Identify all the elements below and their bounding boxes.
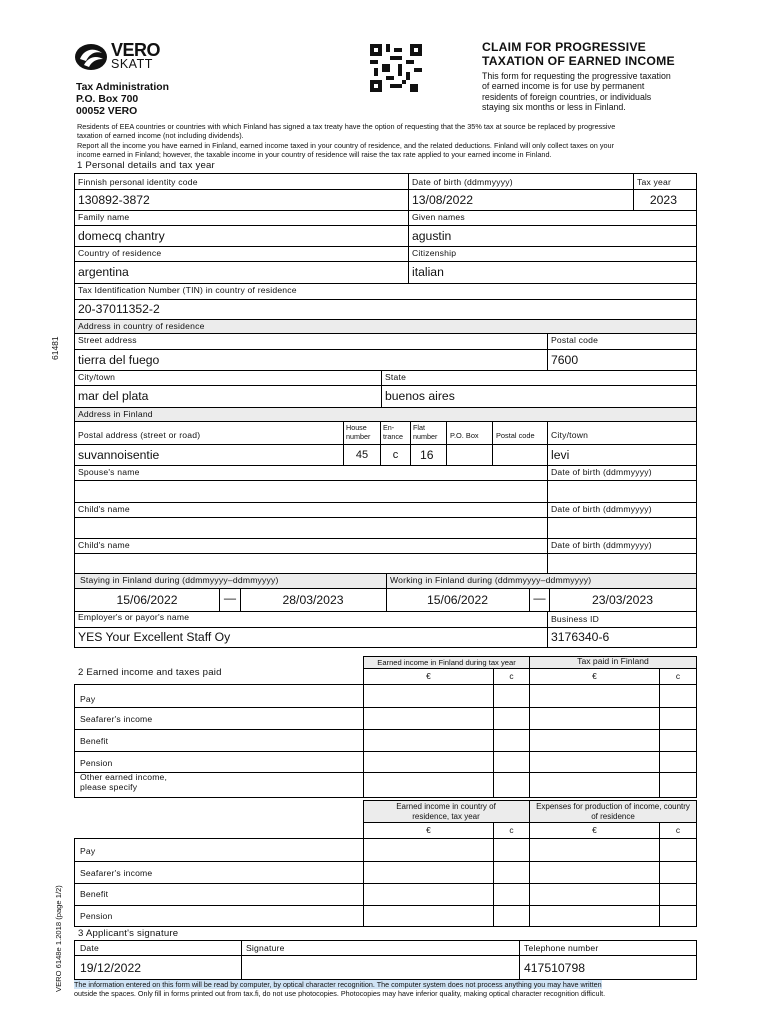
- label-child1: Child's name: [78, 504, 130, 514]
- label-postal-addr: Postal address (street or road): [78, 430, 201, 440]
- child2-name-field[interactable]: [76, 555, 545, 572]
- phone-field[interactable]: 417510798: [524, 961, 586, 975]
- label-business-id: Business ID: [551, 614, 600, 624]
- row-other: [80, 772, 167, 792]
- label-country: Country of residence: [78, 248, 162, 258]
- col-res-expenses: Expenses for production of income, country of residence: [536, 802, 690, 821]
- euro-sign: €: [426, 825, 431, 835]
- row-other-line: please specify: [80, 782, 138, 792]
- qr-code-icon: [370, 44, 422, 97]
- cent-sign: c: [675, 825, 681, 835]
- dob-field[interactable]: 13/08/2022: [412, 193, 473, 207]
- intro-line: of earned income is for use by permanent: [482, 81, 645, 92]
- agency-line: Tax Administration: [76, 82, 169, 93]
- section1-title: 1 Personal details and tax year: [77, 160, 215, 171]
- euro-sign: €: [426, 671, 431, 681]
- tax-year-field[interactable]: 2023: [649, 193, 677, 207]
- label-postal-code-fin: Postal code: [496, 431, 535, 440]
- intro-line: staying six months or less in Finland.: [482, 102, 626, 113]
- label-flat: Flat number: [413, 423, 438, 441]
- notice-line: Report all the income you have earned in Finland, earned income taxed in your country of residence, and the related deductions. Finland will only collect taxes on your: [77, 140, 615, 150]
- label-postal: Postal code: [551, 335, 599, 345]
- work-from-field[interactable]: 15/06/2022: [427, 593, 488, 607]
- business-id-field[interactable]: 3176340-6: [551, 630, 610, 644]
- label-state: State: [385, 372, 407, 382]
- label-family-name: Family name: [78, 212, 130, 222]
- flat-field[interactable]: 16: [420, 448, 434, 462]
- logo-skatt-text: SKATT: [111, 57, 153, 71]
- employer-field[interactable]: YES Your Excellent Staff Oy: [78, 630, 231, 644]
- label-child2: Child's name: [78, 540, 130, 550]
- postal-field[interactable]: 7600: [551, 353, 579, 367]
- row-pay-res: Pay: [80, 846, 96, 856]
- footer-text: [74, 980, 605, 998]
- agency-address: [76, 82, 169, 118]
- col-fin-tax: Tax paid in Finland: [577, 656, 649, 666]
- pobox-field[interactable]: [450, 447, 490, 463]
- label-pobox: P.O. Box: [450, 431, 479, 440]
- child1-dob-field[interactable]: [549, 519, 695, 537]
- label-street: Street address: [78, 335, 137, 345]
- vero-logo: [74, 42, 170, 72]
- col-fin-income: Earned income in Finland during tax year: [377, 658, 516, 667]
- spouse-name-field[interactable]: [76, 482, 545, 501]
- signature-field[interactable]: [243, 957, 518, 979]
- label-house: House number: [346, 423, 371, 441]
- logo-vero-text: VERO: [111, 40, 161, 60]
- work-to-field[interactable]: 23/03/2023: [592, 593, 653, 607]
- label-employer: Employer's or payor's name: [78, 612, 190, 622]
- row-benefit: Benefit: [80, 736, 109, 746]
- label-addr-fin: Address in Finland: [78, 409, 153, 419]
- stay-to-field[interactable]: 28/03/2023: [282, 593, 344, 607]
- state-field[interactable]: buenos aires: [385, 389, 455, 403]
- label-spouse-dob: Date of birth (ddmmyyyy): [551, 467, 652, 477]
- label-tin: Tax Identification Number (TIN) in country of residence: [78, 285, 297, 295]
- title-line: TAXATION OF EARNED INCOME: [482, 53, 675, 68]
- country-field[interactable]: argentina: [78, 265, 129, 279]
- pid-field[interactable]: 130892-3872: [78, 193, 150, 207]
- child1-name-field[interactable]: [76, 519, 545, 537]
- label-city: City/town: [78, 372, 116, 382]
- notice-line: Residents of EEA countries or countries with which Finland has signed a tax treaty have the option of requesting that the 35% tax at source be replaced by progressive: [77, 122, 616, 131]
- intro-text: [482, 71, 671, 113]
- footer-line: outside the spaces. Only fill in forms printed out from tax.fi, do not use photocopies. Photocopies may have inferior quality, making optical character recognition difficult.: [74, 989, 606, 999]
- date-field[interactable]: 19/12/2022: [80, 961, 141, 975]
- city-fin-field[interactable]: levi: [551, 448, 570, 462]
- label-child2-dob: Date of birth (ddmmyyyy): [551, 540, 652, 550]
- tin-field[interactable]: 20-37011352-2: [78, 302, 160, 316]
- row-pension-res: Pension: [80, 911, 113, 921]
- label-signature: Signature: [246, 943, 285, 953]
- euro-sign: €: [592, 825, 597, 835]
- label-phone: Telephone number: [524, 943, 599, 953]
- notice-line: income earned in Finland; however, the taxable income in your country of residence will raise the tax rate applied to your earned income in Finland.: [77, 150, 552, 160]
- vero-emblem-icon: [74, 43, 108, 71]
- agency-line: 00052 VERO: [76, 106, 138, 117]
- form-code-vertical: 61481: [50, 336, 60, 360]
- label-tax-year: Tax year: [637, 177, 672, 187]
- label-dob: Date of birth (ddmmyyyy): [412, 177, 513, 187]
- intro-line: residents of foreign countries, or individuals: [482, 91, 652, 102]
- row-pension: Pension: [80, 758, 113, 768]
- given-names-field[interactable]: agustin: [412, 229, 452, 243]
- row-seafarer: Seafarer's income: [80, 714, 153, 724]
- section2-title: 2 Earned income and taxes paid: [78, 667, 222, 678]
- row-pay: Pay: [80, 694, 96, 704]
- postal-code-fin-field[interactable]: [496, 447, 544, 463]
- intro-line: This form for requesting the progressive taxation: [482, 71, 671, 81]
- row-seafarer-res: Seafarer's income: [80, 868, 153, 878]
- label-date: Date: [80, 943, 99, 953]
- form-title: [482, 41, 675, 68]
- family-name-field[interactable]: domecq chantry: [78, 229, 165, 243]
- label-work: Working in Finland during (ddmmyyyy–ddmmyyyy): [390, 575, 592, 585]
- postal-addr-field[interactable]: suvannoisentie: [78, 448, 160, 462]
- spouse-dob-field[interactable]: [549, 482, 695, 501]
- child2-dob-field[interactable]: [549, 555, 695, 572]
- row-other-line: Other earned income,: [80, 772, 168, 782]
- label-entrance: En-trance: [383, 423, 403, 441]
- city-field[interactable]: mar del plata: [78, 389, 149, 403]
- title-line: CLAIM FOR PROGRESSIVE: [482, 40, 647, 54]
- footer-code-vertical: VERO 6148e 1.2018 (page 1/2): [54, 885, 63, 992]
- euro-sign: €: [592, 671, 597, 681]
- cent-sign: c: [675, 671, 681, 681]
- label-pid: Finnish personal identity code: [78, 177, 198, 187]
- row-benefit-res: Benefit: [80, 889, 109, 899]
- label-child1-dob: Date of birth (ddmmyyyy): [551, 504, 652, 514]
- stay-from-field[interactable]: 15/06/2022: [116, 593, 178, 607]
- house-field[interactable]: 45: [355, 449, 369, 461]
- label-given-names: Given names: [412, 212, 465, 222]
- cent-sign: c: [509, 825, 514, 835]
- cent-sign: c: [509, 671, 514, 681]
- addr-fin-header: [75, 407, 696, 421]
- label-city-fin: City/town: [551, 430, 589, 440]
- street-field[interactable]: tierra del fuego: [78, 353, 160, 367]
- col-res-income: Earned income in country of residence, tax year: [396, 802, 496, 821]
- label-citizenship: Citizenship: [412, 248, 457, 258]
- label-spouse: Spouse's name: [78, 467, 140, 477]
- footer-line: The information entered on this form will be read by computer, by optical character recognition. The computer system does not process anything you may have written: [74, 980, 602, 989]
- notice-text: [77, 122, 697, 160]
- label-stay: Staying in Finland during (ddmmyyyy–ddmmyyyy): [80, 575, 279, 585]
- label-addr-res: Address in country of residence: [78, 321, 205, 331]
- section3-title: 3 Applicant's signature: [78, 928, 179, 939]
- notice-line: taxation of earned income (not including dividends).: [77, 131, 244, 141]
- stay-dash: —: [223, 591, 237, 605]
- agency-line: P.O. Box 700: [76, 94, 139, 105]
- work-dash: —: [533, 591, 546, 605]
- entrance-field[interactable]: c: [392, 449, 399, 461]
- citizenship-field[interactable]: italian: [412, 265, 444, 279]
